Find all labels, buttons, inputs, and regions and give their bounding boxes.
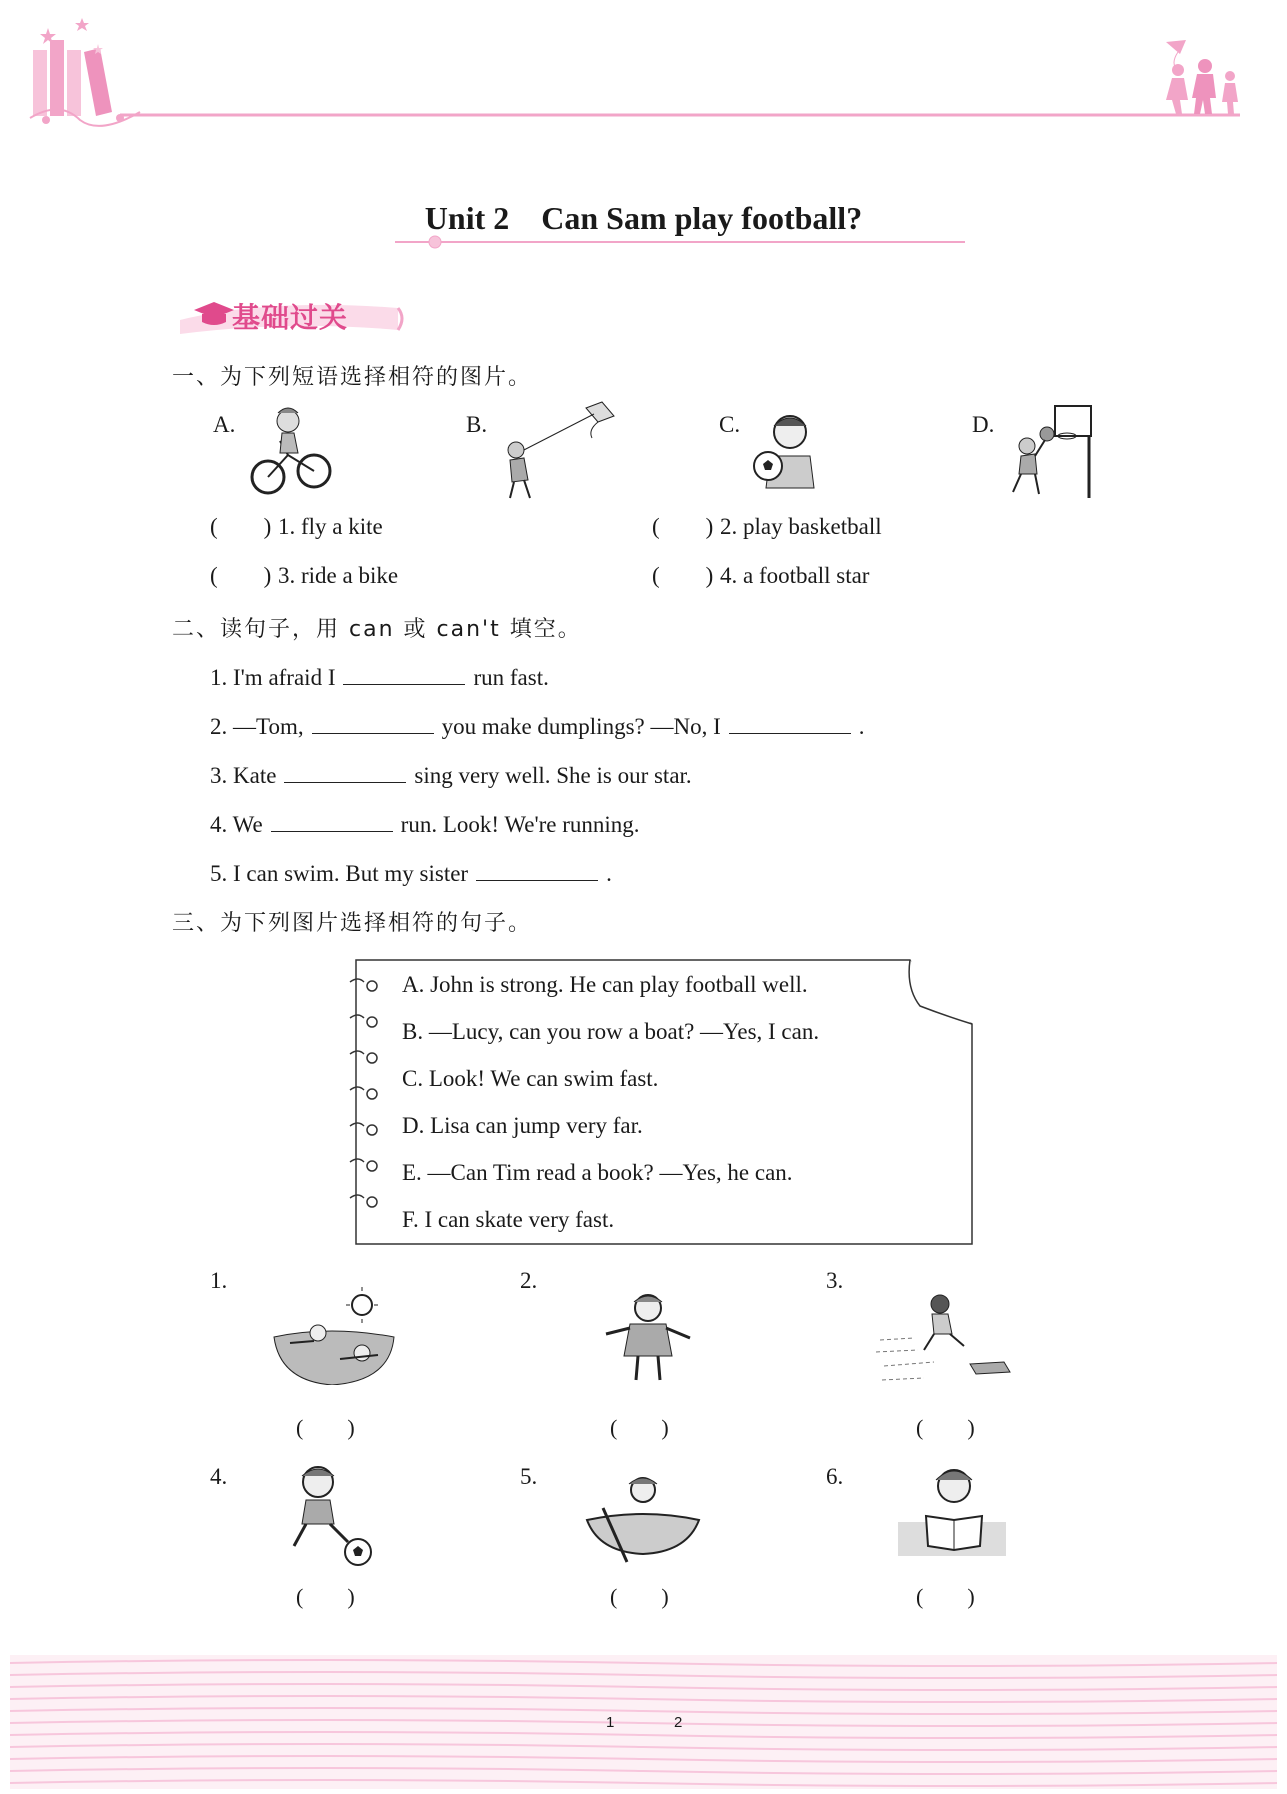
s2-s1-part-b: run fast. (473, 665, 549, 690)
footer-stripes-icon (10, 1655, 1277, 1789)
s2-sentence-2 (210, 710, 865, 740)
s2-s4-part-a: 4. We (210, 812, 263, 837)
boy-flying-kite-icon (498, 400, 618, 500)
option-label-c: C. (719, 412, 741, 437)
s2-s5-part-a: 5. I can swim. But my sister (210, 861, 469, 886)
s2-s2-blank-2[interactable] (729, 710, 851, 734)
s2-s2-blank-1[interactable] (312, 710, 434, 734)
football-star-icon (748, 410, 833, 490)
s2-s2-part-c: . (858, 714, 865, 739)
s2-s1-part-a: 1. I'm afraid I (210, 665, 336, 690)
s2-s2-part-b: you make dumplings? —No, I (441, 714, 721, 739)
s1-item3-paren[interactable]: ( ) (210, 563, 272, 588)
picture-4-number: 4. (210, 1464, 228, 1489)
s2-s3-part-b: sing very well. She is our star. (414, 763, 692, 788)
s1-item2-text: 2. play basketball (720, 514, 882, 539)
s2-s1-blank[interactable] (343, 661, 465, 685)
badge-label: 基础过关 (232, 301, 349, 334)
s2-sentence-4 (210, 808, 640, 838)
picture-6-number: 6. (826, 1464, 844, 1489)
s2-sentence-1 (210, 661, 549, 691)
s1-item1-paren[interactable]: ( ) (210, 514, 272, 539)
picture-3-number: 3. (826, 1268, 844, 1293)
s2-s2-part-a: 2. —Tom, (210, 714, 304, 739)
s2-s5-part-b: . (606, 861, 612, 886)
girl-long-jump-icon (874, 1290, 1014, 1390)
boy-reading-book-icon (896, 1462, 1008, 1558)
s2-s3-blank[interactable] (284, 759, 406, 783)
sentence-b: B. —Lucy, can you row a boat? —Yes, I can. (402, 1019, 820, 1044)
picture-2-answer[interactable]: ( ) (610, 1415, 669, 1440)
picture-6-answer[interactable]: ( ) (916, 1584, 975, 1609)
sentence-c: C. Look! We can swim fast. (402, 1066, 659, 1091)
header-ornament-icon (0, 0, 1287, 140)
s1-item3-text: 3. ride a bike (278, 563, 399, 588)
section-badge (170, 290, 410, 338)
s2-s4-part-b: run. Look! We're running. (400, 812, 640, 837)
boy-playing-basketball-icon (1005, 402, 1095, 498)
page-number-right: 2 (674, 1714, 683, 1731)
s2-s3-part-a: 3. Kate (210, 763, 277, 788)
footer-band (10, 1655, 1277, 1789)
page-title: Unit 2 Can Sam play football? (424, 200, 863, 236)
girl-skating-icon (600, 1288, 696, 1384)
option-label-a: A. (213, 412, 236, 437)
s2-sentence-3 (210, 759, 692, 789)
header-decoration (0, 0, 1287, 140)
s2-sentence-5 (210, 857, 612, 887)
boy-riding-bike-icon (250, 405, 335, 500)
page-number-left: 1 (606, 1714, 615, 1731)
section3-heading: 三、为下列图片选择相符的句子。 (172, 911, 533, 936)
section1-heading: 一、为下列短语选择相符的图片。 (172, 365, 533, 390)
sentence-notepad (346, 958, 976, 1248)
sentence-a: A. John is strong. He can play football well. (402, 972, 808, 997)
boy-kicking-football-icon (284, 1462, 376, 1568)
picture-3-answer[interactable]: ( ) (916, 1415, 975, 1440)
section2-heading: 二、读句子，用 can 或 can't 填空。 (172, 617, 582, 642)
title-underline-icon (395, 235, 965, 249)
sentence-f: F. I can skate very fast. (402, 1207, 615, 1232)
option-label-b: B. (466, 412, 488, 437)
girl-rowing-boat-icon (583, 1468, 703, 1564)
children-swimming-icon (270, 1285, 400, 1385)
s1-item4-text: 4. a football star (720, 563, 870, 588)
notepad-icon (346, 958, 976, 1248)
s1-item1-text: 1. fly a kite (278, 514, 383, 539)
picture-4-answer[interactable]: ( ) (296, 1584, 355, 1609)
option-label-d: D. (972, 412, 995, 437)
sentence-d: D. Lisa can jump very far. (402, 1113, 643, 1138)
picture-5-number: 5. (520, 1464, 538, 1489)
s1-item2-paren[interactable]: ( ) (652, 514, 714, 539)
s2-s4-blank[interactable] (271, 808, 393, 832)
s2-s5-blank[interactable] (476, 857, 598, 881)
picture-5-answer[interactable]: ( ) (610, 1584, 669, 1609)
picture-2-number: 2. (520, 1268, 538, 1293)
sentence-e: E. —Can Tim read a book? —Yes, he can. (402, 1160, 793, 1185)
picture-1-number: 1. (210, 1268, 228, 1293)
s1-item4-paren[interactable]: ( ) (652, 563, 714, 588)
picture-1-answer[interactable]: ( ) (296, 1415, 355, 1440)
